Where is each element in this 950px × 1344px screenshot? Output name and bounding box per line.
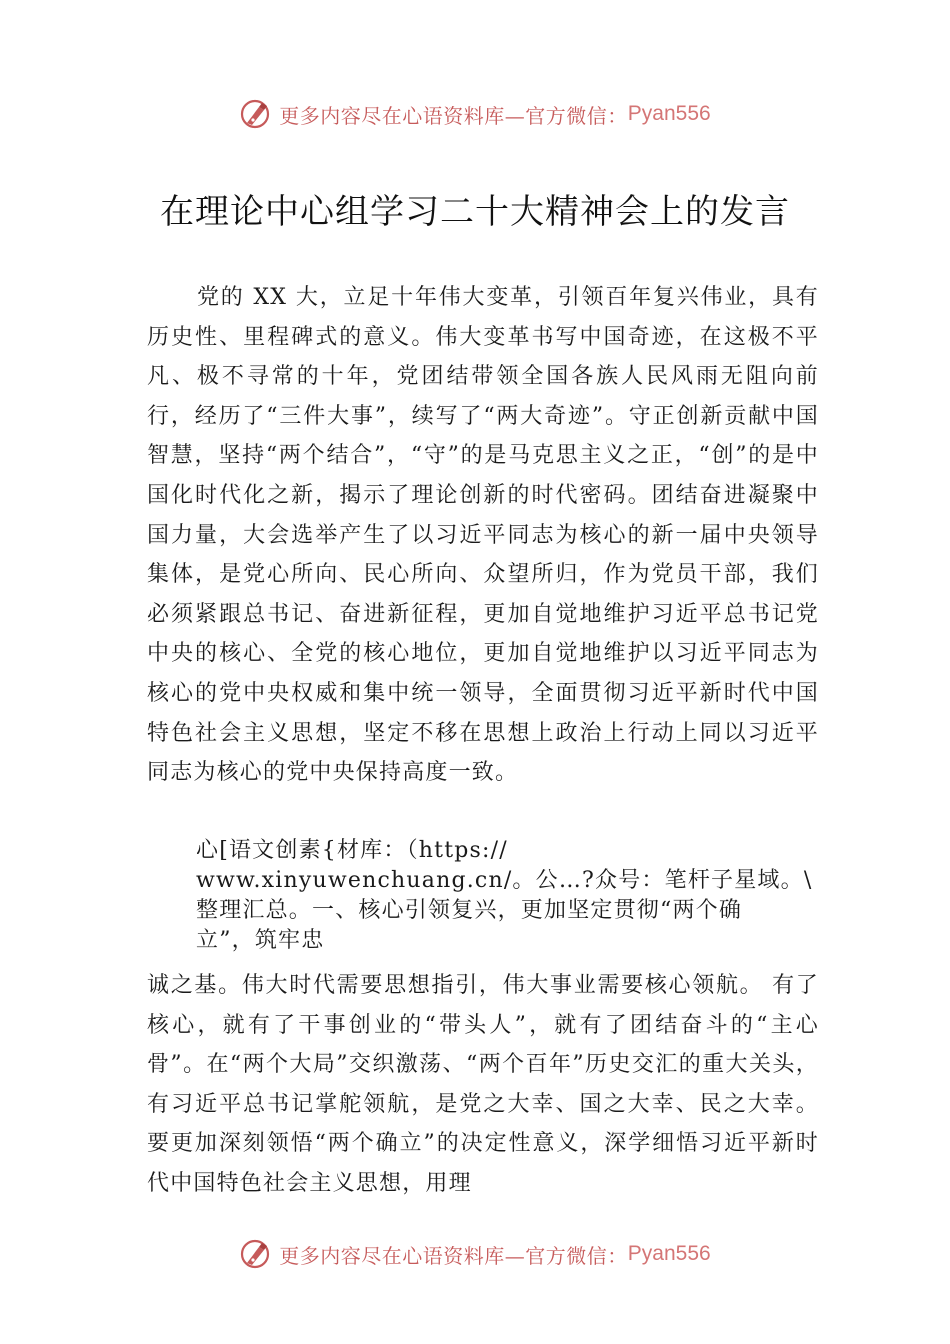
watermark-text: 更多内容尽在心语资料库—官方微信：	[279, 103, 628, 128]
note-line: 心[语文创素{材库：（https://	[196, 838, 508, 863]
body-paragraph-2: 诚之基。伟大时代需要思想指引，伟大事业需要核心领航。 有了核心，就有了干事创业的“带头人”，就有了团结奋斗的“主心骨”。在“两个大局”交织激荡、“两个百年”历史交汇的重大关头，有习近平总书记掌舵领航，是党之大幸、国之大幸、民之大幸。要更加深刻领悟“两个确立”的决定性意义，深学细悟习近平新时代中国特色社会主义思想，用理	[147, 973, 819, 1196]
note-line: www.xinyuwenchuang.cn/。公…?众号：笔杆子星域。\	[196, 868, 813, 893]
watermark-wechat-id: Pyan556	[627, 102, 711, 125]
pen-nib-logo-icon	[239, 1238, 271, 1270]
note-line: 立”，筑牢忠	[196, 928, 325, 953]
watermark-text: 更多内容尽在心语资料库—官方微信：	[279, 1243, 628, 1268]
inline-source-note	[196, 836, 816, 956]
body-paragraph-1: 党的 XX 大，立足十年伟大变革，引领百年复兴伟业，具有历史性、里程碑式的意义。伟大变革书写中国奇迹，在这极不平凡、极不寻常的十年，党团结带领全国各族人民风雨无阻向前行，经历了“三件大事”，续写了“两大奇迹”。守正创新贡献中国智慧，坚持“两个结合”，“守”的是马克思主义之正，“创”的是中国化时代化之新，揭示了理论创新的时代密码。团结奋进凝聚中国力量，大会选举产生了以习近平同志为核心的新一届中央领导集体，是党心所向、民心所向、众望所归，作为党员干部，我们必须紧跟总书记、奋进新征程，更加自觉地维护习近平总书记党中央的核心、全党的核心地位，更加自觉地维护以习近平同志为核心的党中央权威和集中统一领导，全面贯彻习近平新时代中国特色社会主义思想，坚定不移在思想上政治上行动上同以习近平同志为核心的党中央保持高度一致。	[147, 285, 819, 786]
watermark-wechat-id: Pyan556	[627, 1242, 711, 1265]
header-watermark-banner	[0, 94, 950, 134]
footer-watermark-banner	[0, 1234, 950, 1274]
page-title: 在理论中心组学习二十大精神会上的发言	[160, 192, 790, 232]
pen-nib-logo-icon	[239, 98, 271, 130]
note-line: 整理汇总。一、核心引领复兴，更加坚定贯彻“两个确	[196, 898, 743, 923]
